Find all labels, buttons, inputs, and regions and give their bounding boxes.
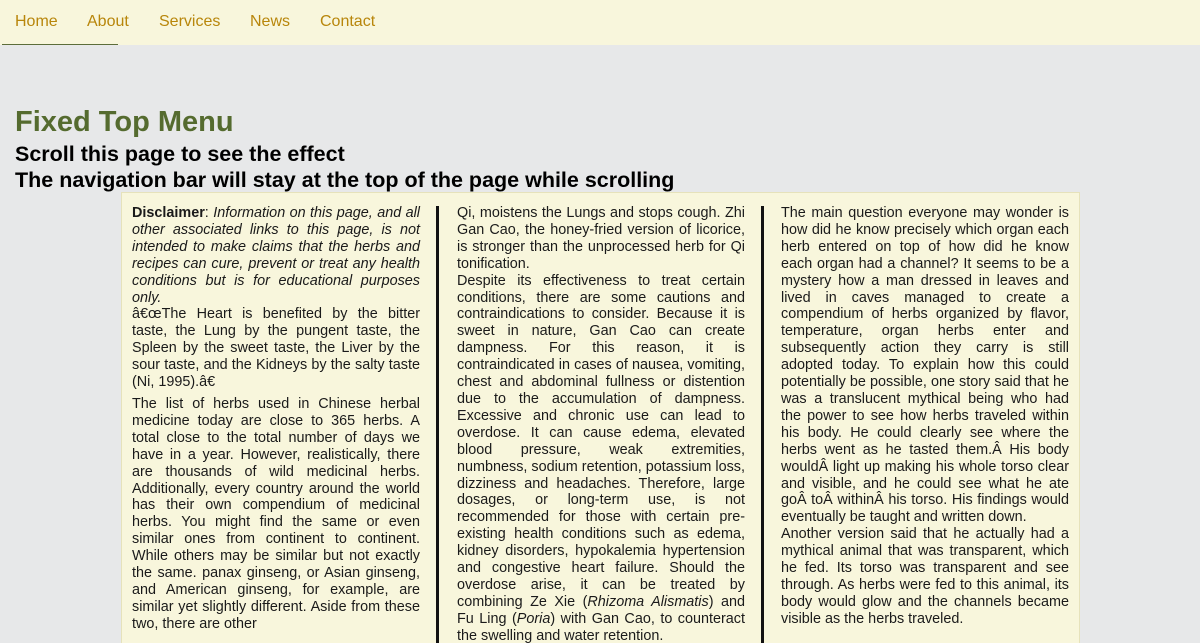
nav-link-services[interactable]: Services: [159, 13, 221, 30]
nav-link-contact[interactable]: Contact: [320, 13, 376, 30]
cautions-text: Despite its effectiveness to treat certain conditions, there are some cautions and contraindications to consider. Because it is sweet in nature, Gan Cao can create dampness. For this reason, it is contraindicated in cases of nausea, vomiting, chest and abdominal fullness or distention due to the accumulation of dampness. Excessive and chronic use can lead to overdose. It can cause edema, elevated blood pressure, weak extremities, numbness, sodium retention, potassium loss, dizziness and headaches. Therefore, large dosages, or long-term use, is not recommended for those with certain pre-existing health conditions such as edema, kidney disorders, hypokalemia hypertension and congestive heart failure. Should the overdose arise, it can be treated by combining Ze Xie (: [457, 272, 745, 610]
page-title: Fixed Top Menu: [15, 106, 234, 138]
page-subtitle-secondary: The navigation bar will stay at the top of the page while scrolling: [15, 168, 675, 192]
gan-cao-paragraph: Qi, moistens the Lungs and stops cough. Zhi Gan Cao, the honey-fried version of licorice, is stronger than the unprocessed herb for Qi tonification.: [457, 205, 745, 272]
disclaimer-label: Disclaimer: [132, 205, 205, 221]
cautions-text-cont: ) and Fu Ling (: [457, 593, 745, 627]
nav-link-news[interactable]: News: [250, 13, 291, 30]
cautions-text-end: ) with Gan Cao, to counteract the swelling and water retention.: [457, 610, 746, 643]
herb-latin-name: Rhizoma Alismatis: [587, 593, 709, 610]
disclaimer-text: Information on this page, and all other associated links to this page, is not intended to make claims that the herbs and recipes can cure, prevent or treat any health conditions but is for educational purposes only.: [132, 205, 420, 306]
article-column-1: [132, 205, 420, 633]
article-content-box: [121, 192, 1080, 643]
disclaimer-paragraph: [132, 205, 420, 306]
mythical-animal-paragraph: Another version said that he actually had a mythical animal that was transparent, which he fed. Its torso was transparent and see through. As herbs were fed to this animal, its body would glow and the channels became visible as the herbs traveled.: [781, 526, 1069, 627]
column-divider: [761, 206, 764, 643]
herb-latin-name: Poria: [516, 610, 551, 627]
page-subtitle: Scroll this page to see the effect: [15, 142, 345, 166]
article-column-2: [457, 205, 745, 643]
column-divider: [436, 206, 439, 643]
shen-nong-paragraph: The main question everyone may wonder is how did he know precisely which organ each herb entered on top of how did he know each organ had a channel? It seems to be a mystery how a man dressed in leaves and lived in caves managed to create a compendium of herbs organized by flavor, temperature, organ herbs enter and subsequently action they carry is still adopted today. To explain how this could potentially be possible, one story said that he was a translucent mythical being who had the power to see how herbs traveled within his body. He could clearly see where the herbs went as he tasted them.Â His body wouldÂ light up making his whole torso clear and visible, and he could see what he ate goÂ toÂ withinÂ his torso. His findings would eventually be taught and written down.: [781, 205, 1069, 526]
disclaimer-separator: :: [204, 205, 214, 221]
five-flavors-quote: â€œThe Heart is benefited by the bitter taste, the Lung by the pungent taste, the Spleen by the sweet taste, the Liver by the sour taste, and the Kidneys by the salty taste (Ni, 1995).â€: [132, 306, 420, 391]
article-column-3: [781, 205, 1069, 628]
herb-list-paragraph: The list of herbs used in Chinese herbal medicine today are close to 365 herbs. A total close to the total number of days we have in a year. However, realistically, there are thousands of wild medicinal herbs. Additionally, every country around the world has their own compendium of medicinal herbs. You might find the same or even similar ones from continent to continent. While others may be similar but not exactly the same. panax ginseng, or Asian ginseng, and American ginseng, for example, are similar yet slightly different. Aside from these two, there are other: [132, 395, 420, 632]
top-navigation-bar: [0, 0, 1200, 45]
nav-link-about[interactable]: About: [87, 13, 129, 30]
active-nav-indicator: [2, 44, 118, 45]
gan-cao-cautions-paragraph: [457, 273, 745, 643]
nav-link-home[interactable]: Home: [15, 13, 58, 30]
